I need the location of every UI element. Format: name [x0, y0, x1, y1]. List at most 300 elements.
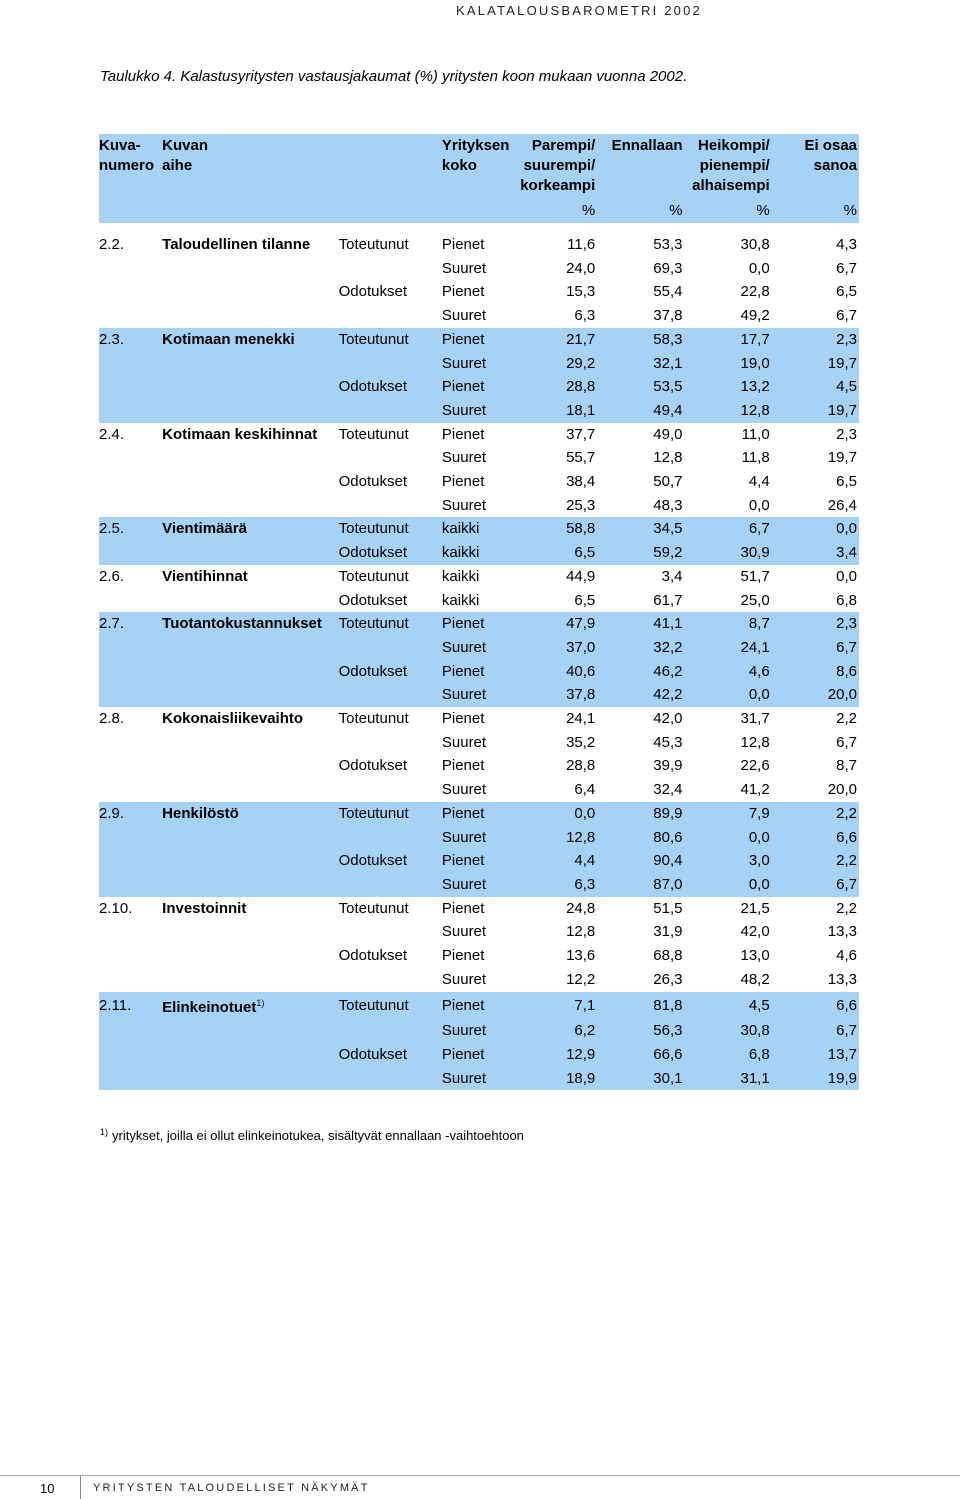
cell-unchanged: 53,3 [653, 236, 683, 253]
cell-topic [162, 280, 338, 304]
cell-topic [162, 873, 338, 897]
cell-better: 37,8 [510, 683, 597, 707]
cell-topic [162, 541, 338, 565]
cell-topic [162, 897, 338, 921]
cell-company-size: Pienet [442, 802, 510, 826]
cell-topic [162, 968, 338, 992]
cell-type: Toteutunut [339, 328, 442, 352]
col-header-number: Kuva- numero [99, 134, 162, 201]
cell-topic [162, 683, 338, 707]
cell-dont-know: 6,6 [772, 826, 859, 850]
cell-dont-know: 6,5 [836, 473, 857, 491]
cell-figure-number: 2.3. [99, 328, 162, 352]
cell-dont-know: 3,4 [772, 541, 859, 565]
cell-type [339, 1067, 442, 1091]
cell-figure-number [99, 1067, 162, 1091]
cell-type: Odotukset [339, 375, 442, 399]
cell-company-size: Suuret [442, 1067, 510, 1091]
cell-topic [162, 470, 338, 494]
cell-better: 12,8 [510, 826, 597, 850]
cell-worse: 12,8 [684, 399, 771, 423]
cell-dont-know: 6,5 [836, 283, 857, 301]
cell-worse: 11,0 [741, 425, 770, 443]
percent-unit-row [99, 201, 859, 223]
cell-figure-number [99, 1019, 162, 1043]
cell-company-size: Suuret [442, 683, 510, 707]
footnote-marker: 1) [100, 1127, 109, 1137]
cell-unchanged: 59,2 [597, 541, 684, 565]
cell-better: 25,3 [566, 496, 596, 514]
cell-type [339, 257, 442, 281]
cell-company-size: Pienet [442, 612, 510, 636]
table-row [99, 920, 859, 944]
cell-company-size: Suuret [441, 781, 487, 799]
cell-worse: 30,8 [740, 236, 770, 253]
cell-figure-number [99, 304, 162, 328]
table-caption: Taulukko 4. Kalastusyritysten vastausjakaumat (%) yritysten koon mukaan vuonna 2002. [100, 68, 688, 85]
cell-worse: 30,9 [684, 541, 771, 565]
cell-figure-number: 2.5. [99, 517, 162, 541]
cell-figure-number: 2.2. [99, 236, 125, 253]
table-row [99, 1019, 859, 1043]
cell-type [339, 683, 442, 707]
table-row [99, 565, 859, 589]
cell-unchanged: 37,8 [653, 307, 683, 325]
cell-better: 35,2 [566, 733, 596, 751]
topic-label: Tuotantokustannukset [162, 615, 322, 633]
cell-type: Toteutunut [339, 612, 442, 636]
cell-figure-number [99, 399, 162, 423]
table-row [99, 280, 859, 304]
cell-company-size: Suuret [441, 970, 487, 988]
cell-company-size: Pienet [441, 947, 485, 965]
cell-worse: 7,9 [684, 802, 771, 826]
cell-company-size: kaikki [441, 567, 480, 585]
cell-figure-number [99, 873, 162, 897]
table-row [99, 968, 859, 992]
cell-type [339, 304, 442, 328]
cell-company-size: Pienet [441, 757, 485, 775]
cell-worse: 24,1 [684, 636, 771, 660]
cell-better: 24,8 [566, 899, 596, 917]
cell-worse: 4,5 [684, 992, 771, 1020]
table-row [99, 731, 859, 755]
cell-figure-number [99, 968, 162, 992]
table-row [99, 352, 859, 376]
cell-company-size: kaikki [441, 591, 480, 609]
cell-dont-know: 4,5 [772, 375, 859, 399]
cell-figure-number [99, 660, 162, 684]
cell-better: 12,8 [566, 923, 596, 941]
cell-dont-know: 20,0 [827, 781, 857, 799]
cell-figure-number [99, 731, 162, 755]
cell-better: 6,3 [574, 307, 596, 325]
cell-company-size: Suuret [441, 449, 487, 467]
cell-type: Odotukset [338, 757, 407, 775]
cell-company-size: Suuret [442, 826, 510, 850]
cell-better: 6,5 [510, 541, 597, 565]
cell-worse: 49,2 [740, 307, 770, 325]
cell-worse: 25,0 [740, 591, 770, 609]
cell-company-size: Suuret [442, 399, 510, 423]
cell-better: 47,9 [510, 612, 597, 636]
cell-unchanged: 68,8 [653, 947, 683, 965]
cell-figure-number [99, 636, 162, 660]
cell-company-size: Pienet [442, 328, 510, 352]
footnote [100, 1127, 524, 1143]
cell-type: Toteutunut [338, 236, 409, 253]
cell-topic [162, 328, 338, 352]
cell-unchanged: 69,3 [653, 259, 683, 277]
cell-unchanged: 49,4 [597, 399, 684, 423]
cell-unchanged: 61,7 [653, 591, 683, 609]
table-row [99, 754, 859, 778]
cell-unchanged: 42,2 [597, 683, 684, 707]
table-row [99, 683, 859, 707]
cell-dont-know: 19,7 [772, 352, 859, 376]
cell-topic [162, 754, 338, 778]
cell-dont-know: 13,3 [827, 923, 857, 941]
cell-type [339, 446, 442, 470]
cell-figure-number [99, 280, 162, 304]
cell-better: 44,9 [566, 567, 596, 585]
cell-dont-know: 6,7 [836, 307, 857, 325]
cell-topic [162, 826, 338, 850]
table-row [99, 304, 859, 328]
cell-company-size: Suuret [441, 307, 487, 325]
table-row [99, 541, 859, 565]
cell-better: 38,4 [566, 473, 596, 491]
cell-dont-know: 20,0 [772, 683, 859, 707]
cell-dont-know: 2,3 [772, 612, 859, 636]
cell-unchanged: 26,3 [653, 970, 683, 988]
cell-better: 6,3 [510, 873, 597, 897]
cell-topic [162, 731, 338, 755]
cell-type: Odotukset [339, 541, 442, 565]
cell-better: 28,8 [510, 375, 597, 399]
cell-figure-number [99, 541, 162, 565]
cell-worse: 19,0 [684, 352, 771, 376]
cell-figure-number: 2.9. [99, 802, 162, 826]
cell-dont-know: 19,9 [772, 1067, 859, 1091]
topic-label: Vientihinnat [162, 567, 248, 585]
cell-dont-know: 8,7 [836, 757, 857, 775]
cell-type [339, 968, 442, 992]
cell-unchanged: 32,4 [653, 781, 683, 799]
cell-company-size: Pienet [441, 425, 485, 443]
cell-dont-know: 2,2 [772, 849, 859, 873]
cell-worse: 12,8 [740, 733, 770, 751]
cell-topic [162, 352, 338, 376]
cell-unchanged: 80,6 [597, 826, 684, 850]
cell-company-size: Pienet [442, 992, 510, 1020]
cell-figure-number [99, 920, 162, 944]
cell-figure-number [99, 778, 162, 802]
cell-figure-number [99, 257, 162, 281]
table-row [99, 257, 859, 281]
cell-dont-know: 4,3 [836, 236, 857, 253]
cell-better: 6,5 [574, 591, 596, 609]
topic-label: Kotimaan keskihinnat [162, 425, 318, 443]
cell-unchanged: 49,0 [653, 425, 683, 443]
cell-type: Toteutunut [338, 899, 409, 917]
cell-type: Odotukset [339, 1043, 442, 1067]
cell-company-size: Pienet [441, 283, 485, 301]
cell-worse: 6,7 [684, 517, 771, 541]
cell-company-size: Suuret [442, 636, 510, 660]
cell-topic [162, 778, 338, 802]
table-row [99, 1043, 859, 1067]
table-row [99, 778, 859, 802]
cell-topic [162, 304, 338, 328]
cell-better: 12,2 [566, 970, 596, 988]
cell-unchanged: 51,5 [653, 899, 683, 917]
cell-topic [162, 1043, 338, 1067]
cell-worse: 0,0 [684, 826, 771, 850]
col-header-same: Ennallaan [597, 134, 684, 201]
cell-type [339, 399, 442, 423]
table-row [99, 660, 859, 684]
cell-type: Odotukset [339, 849, 442, 873]
cell-worse: 30,8 [684, 1019, 771, 1043]
cell-figure-number [99, 683, 162, 707]
cell-company-size: kaikki [442, 541, 510, 565]
cell-better: 7,1 [510, 992, 597, 1020]
cell-type: Odotukset [338, 591, 407, 609]
cell-dont-know: 6,7 [772, 636, 859, 660]
table-row [99, 589, 859, 613]
cell-figure-number [99, 470, 162, 494]
cell-better: 18,1 [510, 399, 597, 423]
cell-dont-know: 6,6 [772, 992, 859, 1020]
cell-figure-number [99, 352, 162, 376]
cell-topic [162, 849, 338, 873]
cell-figure-number [99, 589, 162, 613]
cell-worse: 51,7 [740, 567, 770, 585]
cell-type [339, 778, 442, 802]
cell-better: 24,0 [566, 259, 596, 277]
cell-type [339, 636, 442, 660]
cell-better: 55,7 [566, 449, 596, 467]
cell-unchanged: 32,2 [597, 636, 684, 660]
cell-worse: 0,0 [748, 496, 770, 514]
cell-better: 28,8 [566, 757, 596, 775]
cell-worse: 13,0 [740, 947, 770, 965]
cell-type: Odotukset [338, 473, 407, 491]
cell-figure-number: 2.8. [99, 710, 125, 728]
table-row [99, 849, 859, 873]
page-number-box [0, 1476, 81, 1499]
cell-unchanged: 89,9 [597, 802, 684, 826]
cell-worse: 4,4 [748, 473, 770, 491]
cell-better: 18,9 [510, 1067, 597, 1091]
table-body [99, 233, 859, 1090]
cell-worse: 0,0 [748, 259, 770, 277]
cell-worse: 0,0 [684, 873, 771, 897]
cell-type: Toteutunut [339, 802, 442, 826]
cell-topic [162, 375, 338, 399]
cell-unchanged: 56,3 [597, 1019, 684, 1043]
cell-type: Odotukset [338, 947, 407, 965]
topic-label: Investoinnit [162, 899, 247, 917]
cell-better: 37,0 [510, 636, 597, 660]
cell-better: 0,0 [510, 802, 597, 826]
running-header [0, 0, 960, 20]
cell-unchanged: 46,2 [597, 660, 684, 684]
cell-worse: 22,8 [740, 283, 770, 301]
cell-type: Toteutunut [339, 992, 442, 1020]
cell-better: 40,6 [510, 660, 597, 684]
cell-better: 29,2 [510, 352, 597, 376]
cell-unchanged: 30,1 [597, 1067, 684, 1091]
cell-unchanged: 34,5 [597, 517, 684, 541]
cell-type [339, 731, 442, 755]
cell-dont-know: 8,6 [772, 660, 859, 684]
cell-company-size: Suuret [442, 873, 510, 897]
cell-figure-number [99, 754, 162, 778]
cell-worse: 6,8 [684, 1043, 771, 1067]
table-row [99, 1067, 859, 1091]
table-row [99, 992, 859, 1020]
cell-figure-number: 2.6. [99, 567, 125, 585]
cell-better: 21,7 [510, 328, 597, 352]
cell-company-size: kaikki [442, 517, 510, 541]
cell-topic [162, 1019, 338, 1043]
cell-company-size: Pienet [442, 660, 510, 684]
cell-figure-number [99, 849, 162, 873]
cell-dont-know: 26,4 [827, 496, 857, 514]
col-header-better: Parempi/ suurempi/ korkeampi [510, 134, 597, 201]
cell-topic [162, 446, 338, 470]
cell-topic [162, 1067, 338, 1091]
cell-company-size: Pienet [441, 710, 485, 728]
cell-unchanged: 90,4 [597, 849, 684, 873]
cell-topic [162, 399, 338, 423]
table-row [99, 897, 859, 921]
table-row [99, 636, 859, 660]
cell-unchanged: 39,9 [653, 757, 683, 775]
cell-worse: 11,8 [741, 449, 770, 467]
table-row [99, 233, 859, 257]
table-row [99, 707, 859, 731]
cell-figure-number [99, 1043, 162, 1067]
cell-topic [162, 660, 338, 684]
topic-label: Vientimäärä [162, 520, 247, 538]
cell-type: Toteutunut [338, 710, 409, 728]
cell-type: Toteutunut [338, 425, 409, 443]
cell-worse: 4,6 [684, 660, 771, 684]
results-table [99, 134, 859, 1090]
cell-topic [162, 707, 338, 731]
cell-unchanged: 42,0 [653, 710, 683, 728]
cell-dont-know: 0,0 [772, 517, 859, 541]
topic-label: Henkilöstö [162, 804, 239, 822]
table-row [99, 328, 859, 352]
cell-company-size: Pienet [441, 473, 485, 491]
running-header-title: KALATALOUSBAROMETRI 2002 [456, 3, 702, 18]
cell-dont-know: 6,7 [772, 873, 859, 897]
cell-unchanged: 87,0 [597, 873, 684, 897]
cell-unchanged: 12,8 [653, 449, 683, 467]
cell-figure-number [99, 826, 162, 850]
cell-figure-number [99, 494, 162, 518]
cell-type [339, 352, 442, 376]
column-header-row [99, 134, 859, 201]
cell-type: Odotukset [338, 283, 407, 301]
col-header-size: Yrityksen koko [442, 134, 510, 201]
cell-topic [162, 920, 338, 944]
cell-worse: 17,7 [684, 328, 771, 352]
cell-unchanged: 48,3 [653, 496, 683, 514]
cell-dont-know: 13,7 [772, 1043, 859, 1067]
cell-better: 6,4 [574, 781, 596, 799]
cell-figure-number: 2.4. [99, 425, 125, 443]
cell-type [339, 873, 442, 897]
cell-dont-know: 2,2 [772, 802, 859, 826]
cell-figure-number: 2.7. [99, 612, 162, 636]
table-row [99, 944, 859, 968]
topic-label: Kotimaan menekki [162, 330, 295, 348]
cell-dont-know: 2,2 [836, 899, 857, 917]
table-row [99, 446, 859, 470]
cell-dont-know: 6,7 [772, 1019, 859, 1043]
cell-worse: 0,0 [684, 683, 771, 707]
cell-better: 15,3 [566, 283, 596, 301]
cell-figure-number: 2.10. [99, 899, 133, 917]
cell-company-size: Pienet [442, 1043, 510, 1067]
cell-dont-know: 2,3 [772, 328, 859, 352]
table-row [99, 517, 859, 541]
table-row [99, 494, 859, 518]
cell-dont-know: 2,2 [836, 710, 857, 728]
cell-topic [162, 517, 338, 541]
unit-percent: % [510, 201, 597, 223]
cell-worse: 31,1 [684, 1067, 771, 1091]
col-header-dont-know: Ei osaa sanoa [772, 134, 859, 201]
cell-company-size: Pienet [441, 899, 485, 917]
cell-figure-number [99, 375, 162, 399]
unit-percent: % [684, 201, 771, 223]
col-header-type [339, 134, 442, 201]
topic-label: Kokonaisliikevaihto [162, 710, 304, 728]
cell-unchanged: 58,3 [597, 328, 684, 352]
cell-company-size: Suuret [441, 259, 487, 277]
cell-type [339, 1019, 442, 1043]
cell-company-size: Pienet [441, 236, 485, 253]
cell-worse: 41,2 [740, 781, 770, 799]
cell-unchanged: 81,8 [597, 992, 684, 1020]
cell-company-size: Suuret [441, 733, 487, 751]
cell-dont-know: 4,6 [836, 947, 857, 965]
cell-topic [162, 494, 338, 518]
cell-unchanged: 32,1 [597, 352, 684, 376]
cell-dont-know: 6,7 [836, 259, 857, 277]
table-row [99, 423, 859, 447]
cell-type [339, 826, 442, 850]
unit-percent: % [597, 201, 684, 223]
cell-company-size: Suuret [441, 496, 487, 514]
cell-dont-know: 19,7 [827, 449, 857, 467]
cell-type: Odotukset [339, 660, 442, 684]
cell-better: 37,7 [566, 425, 596, 443]
cell-topic [162, 992, 338, 1020]
cell-topic [162, 423, 338, 447]
cell-topic [162, 944, 338, 968]
topic-label: Elinkeinotuet [162, 998, 257, 1016]
table-row [99, 470, 859, 494]
cell-topic [162, 565, 338, 589]
cell-topic [162, 636, 338, 660]
